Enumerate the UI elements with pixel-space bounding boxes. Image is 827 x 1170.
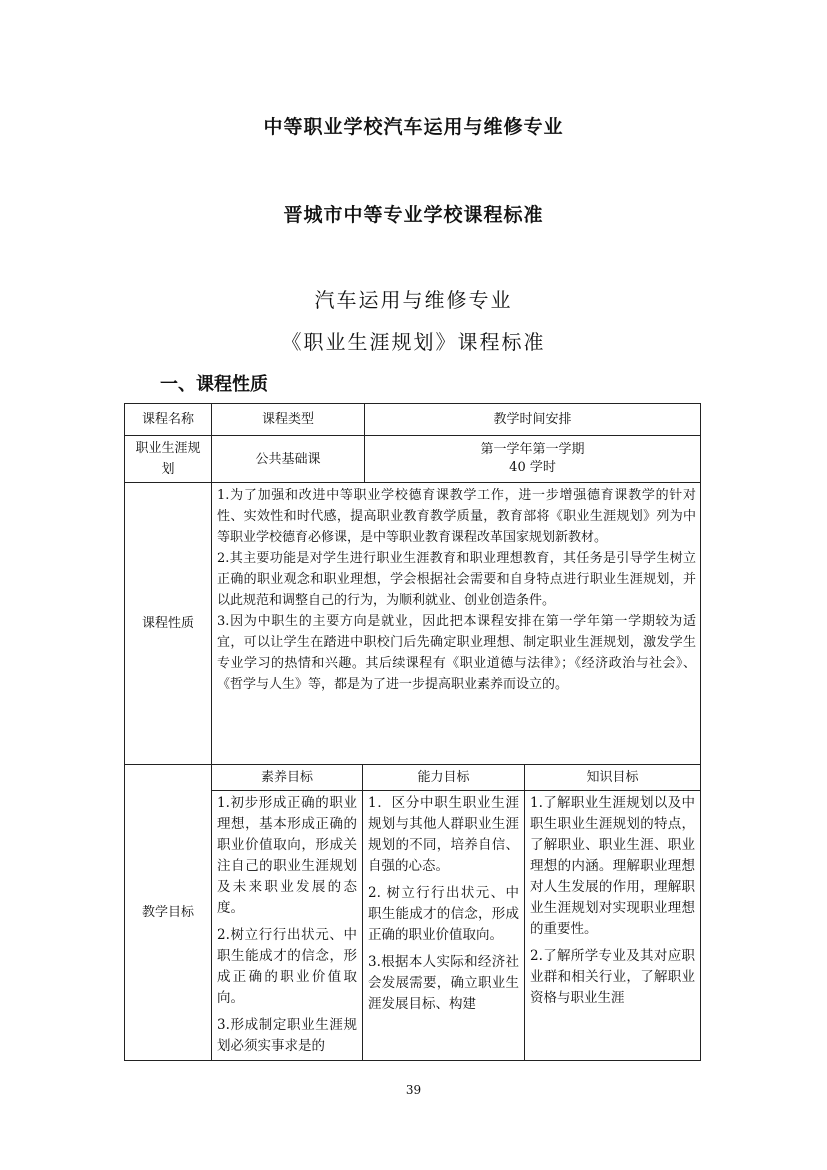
schedule-hours: 40 学时 [509,460,556,475]
table-row [125,436,701,483]
ability-goals-content [363,791,525,1061]
course-nature-paragraph: 1.为了加强和改进中等职业学校德育课教学工作，进一步增强德育课教学的针对性、实效性和时代感，提高职业教育教学质量，教育部将《职业生涯规划》列为中等职业学校德育必修课，是中等职业教育课程改革国家规划新教材。 [217,488,697,545]
header-literacy-goals: 素养目标 [212,765,363,791]
header-schedule: 教学时间安排 [365,404,701,436]
header-course-type: 课程类型 [212,404,365,436]
course-nature-content [212,483,701,765]
knowledge-goal-item: 2.了解所学专业及其对应职业群和相关行业，了解职业资格与职业生涯 [530,948,696,1006]
header-knowledge-goals: 知识目标 [525,765,701,791]
ability-goal-item: 1．区分中职生职业生涯规划与其他人群职业生涯规划的不同，培养自信、自强的心态。 [368,795,520,874]
course-nature-row [125,483,701,765]
cell-course-type: 公共基础课 [212,436,365,483]
schedule-term: 第一学年第一学期 [480,442,585,457]
header-ability-goals: 能力目标 [363,765,525,791]
ability-goal-item: 3.根据本人实际和经济社会发展需要，确立职业生涯发展目标、构建 [368,954,520,1012]
literacy-goal-item: 3.形成制定职业生涯规划必须实事求是的 [217,1017,357,1054]
course-nature-paragraph: 2.其主要功能是对学生进行职业生涯教育和职业理想教育，其任务是引导学生树立正确的职业观念和职业理想，学会根据社会需要和自身特点进行职业生涯规划，并以此规范和调整自己的行为，为顺利就业、创业创造条件。 [217,551,697,608]
literacy-goal-item: 2.树立行行出状元、中职生能成才的信念，形成正确的职业价值取向。 [217,927,357,1006]
ability-goal-item: 2. 树立行行出状元、中职生能成才的信念，形成正确的职业价值取向。 [368,885,520,943]
major-subtitle: 汽车运用与维修专业 [314,288,513,312]
course-nature-label: 课程性质 [125,483,212,765]
teaching-goals-label: 教学目标 [125,765,212,1061]
knowledge-goals-content [525,791,701,1061]
school-title: 晋城市中等专业学校课程标准 [283,204,544,226]
page-number: 39 [405,1083,422,1097]
literacy-goals-content [212,791,363,1061]
table-header-row [125,404,701,436]
knowledge-goal-item: 1.了解职业生涯规划以及中职生职业生涯规划的特点，了解职业、职业生涯、职业理想的内涵。理解职业理想对人生发展的作用，理解职业生涯规划对实现职业理想的重要性。 [530,795,696,937]
section-heading-course-nature: 一、课程性质 [160,374,268,395]
document-title: 中等职业学校汽车运用与维修专业 [263,116,564,138]
goals-header-row [125,765,701,791]
course-nature-paragraph: 3.因为中职生的主要方向是就业，因此把本课程安排在第一学年第一学期较为适宜，可以让学生在踏进中职校门后先确定职业理想、制定职业生涯规划，激发学生专业学习的热情和兴趣。其后续课程有《职业道德与法律》；《经济政治与社会》、《哲学与人生》等，都是为了进一步提高职业素养而设立的。 [217,614,697,692]
course-standard-subtitle: 《职业生涯规划》课程标准 [281,330,546,354]
header-course-name: 课程名称 [125,404,212,436]
goals-content-row [125,791,701,1061]
course-table [124,403,701,1061]
cell-course-name: 职业生涯规划 [125,436,212,483]
cell-schedule [365,436,701,483]
literacy-goal-item: 1.初步形成正确的职业理想，基本形成正确的职业价值取向，形成关注自己的职业生涯规划及未来职业发展的态度。 [217,795,357,916]
